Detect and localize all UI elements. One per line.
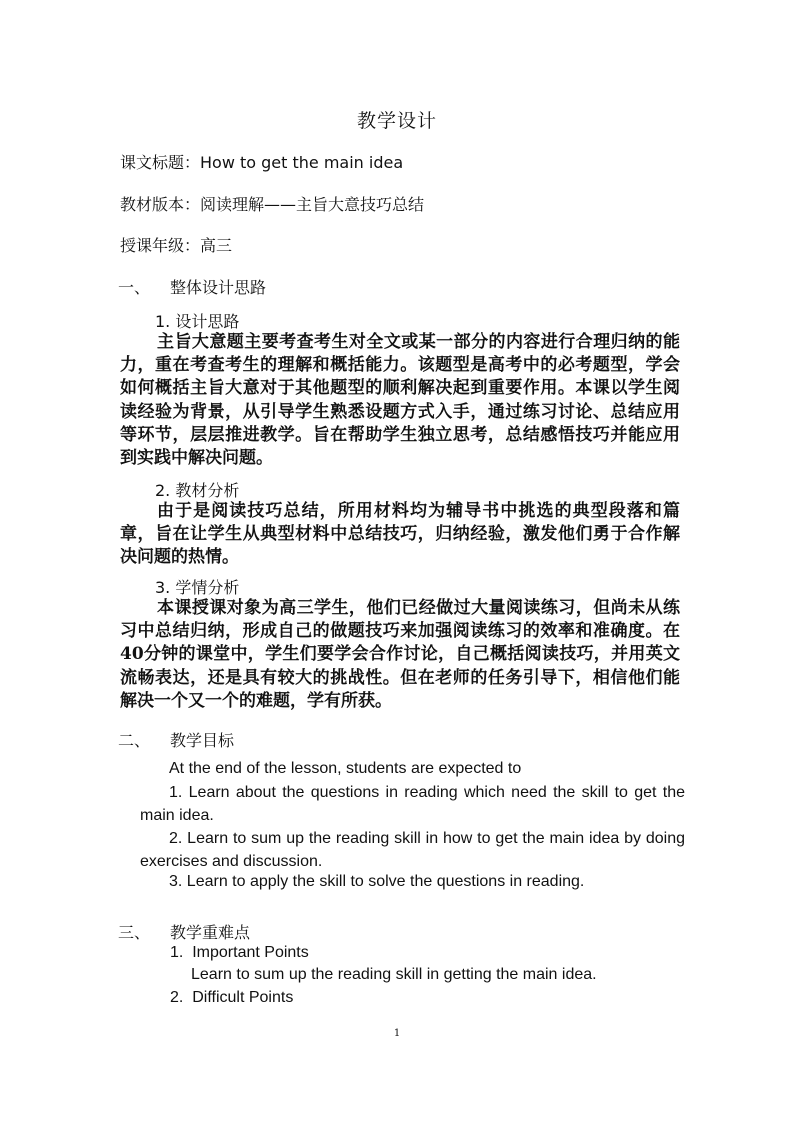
section-number: 一、 [118,278,151,297]
page-title: 教学设计 [356,110,437,132]
section-title: 整体设计思路 [170,278,267,297]
goal-item: 1. Learn about the questions in reading which need the skill to get the main idea. [140,784,685,824]
goal-item: 3. Learn to apply the skill to solve the questions in reading. [169,873,585,890]
paragraph: 主旨大意题主要考查考生对全文或某一部分的内容进行合理归纳的能力，重在考查考生的理解和概括能力。该题型是高考中的必考题型，学会如何概括主旨大意对于其他题型的顺利解决起到重要作用。本课以学生阅读经验为背景，从引导学生熟悉设题方式入手，通过练习讨论、总结应用等环节，层层推进教学。旨在帮助学生独立思考，总结感悟技巧并能应用到实践中解决问题。 [120,332,680,469]
page-number: 1 [393,1028,401,1039]
goal-item: 2. Learn to sum up the reading skill in how to get the main idea by doing exercises and discussion. [140,830,685,870]
paragraph: 由于是阅读技巧总结，所用材料均为辅导书中挑选的典型段落和篇章，旨在让学生从典型材料中总结技巧，归纳经验，激发他们勇于合作解决问题的热情。 [120,501,680,568]
point-label: 2. Difficult Points [170,989,294,1006]
section-1-heading [118,275,266,298]
lesson-title: 课文标题：How to get the main idea [120,153,404,172]
section-title: 教学目标 [170,731,235,750]
section-2-heading [118,728,234,751]
goals-intro: At the end of the lesson, students are expected to [169,760,522,777]
point-detail: Learn to sum up the reading skill in getting the main idea. [191,966,597,983]
textbook-version: 教材版本：阅读理解——主旨大意技巧总结 [120,195,425,214]
subsection-label: 2. 教材分析 [155,481,240,500]
section-number: 三、 [118,923,151,942]
section-number: 二、 [118,731,151,750]
subsection-label: 1. 设计思路 [155,312,240,331]
subsection-label: 3. 学情分析 [155,578,240,597]
grade: 授课年级：高三 [120,236,233,255]
paragraph: 本课授课对象为高三学生，他们已经做过大量阅读练习，但尚未从练习中总结归纳，形成自己的做题技巧来加强阅读练习的效率和准确度。在40分钟的课堂中，学生们要学会合作讨论，自己概括阅读技巧，并用英文流畅表达，还是具有较大的挑战性。但在老师的任务引导下，相信他们能解决一个又一个的难题，学有所获。 [120,598,680,711]
section-title: 教学重难点 [170,923,251,942]
section-3-heading [118,920,250,943]
point-label: 1. Important Points [170,944,309,961]
